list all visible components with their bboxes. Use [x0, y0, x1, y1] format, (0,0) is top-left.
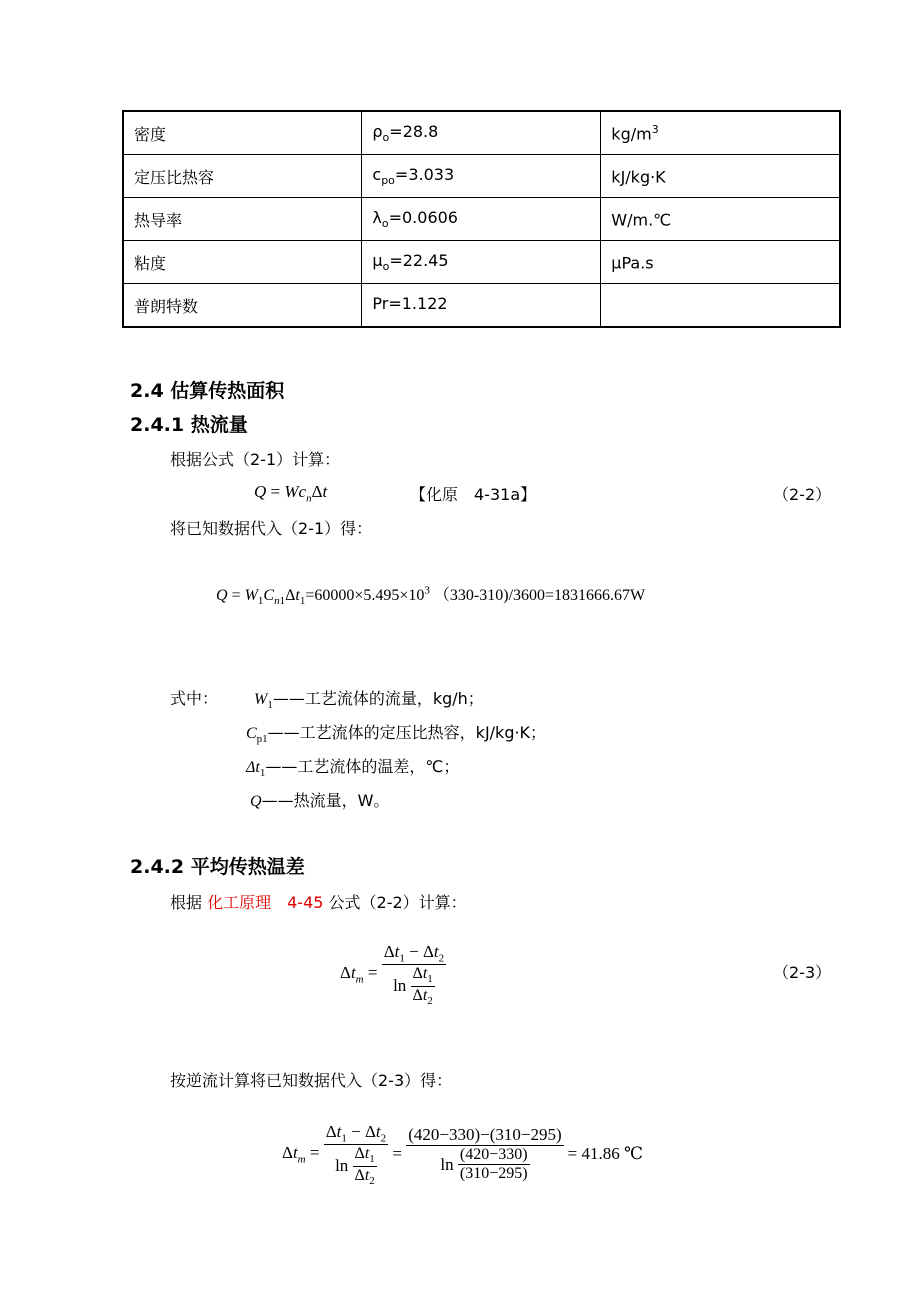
property-name: 普朗特数	[123, 284, 362, 328]
section-title-2-4: 2.4 估算传热面积	[130, 380, 285, 402]
legend-label: 式中：	[170, 689, 219, 708]
property-value: $\lambda_o=0.0606$	[362, 198, 601, 241]
legend-item: $\Delta t_1——$工艺流体的温差，℃；	[246, 757, 460, 780]
intro-text-2: 根据 化工原理 4-45 公式（2-2）计算：	[170, 893, 467, 912]
equation-number-2: （2-3）	[773, 963, 832, 982]
counterflow-text: 按逆流计算将已知数据代入（2-3）得：	[170, 1071, 453, 1090]
equation-number: （2-2）	[773, 485, 832, 504]
lmtd-formula: $\Delta t_m$ = $\Delta t_1 - \Delta t_2$ ln $\frac{\Delta t_1}{\Delta t_2}$	[340, 942, 445, 1007]
table-row	[123, 198, 840, 241]
legend-item: $W_1——$工艺流体的流量，kg/h；	[254, 689, 484, 712]
property-value: $c_{po}=3.033$	[362, 155, 601, 198]
table-row	[123, 155, 840, 198]
property-table	[122, 110, 841, 328]
table-row	[123, 284, 840, 328]
property-unit: $kg/m^3$	[601, 111, 840, 155]
legend-item: Q——热流量，W。	[250, 791, 390, 810]
table-row	[123, 111, 840, 155]
property-value: $\mu_o=22.45$	[362, 241, 601, 284]
section-title-2-4-1: 2.4.1 热流量	[130, 414, 248, 436]
property-unit: μPa.s	[601, 241, 840, 284]
intro-text: 根据公式（2-1）计算：	[170, 450, 341, 469]
property-name: 定压比热容	[123, 155, 362, 198]
property-unit: kJ/kg·K	[601, 155, 840, 198]
formula-ref: 【化原 4-31a】	[410, 485, 537, 504]
property-name: 热导率	[123, 198, 362, 241]
property-name: 粘度	[123, 241, 362, 284]
table-row	[123, 241, 840, 284]
heat-flow-formula: $Q = Wc_n\Delta t$	[254, 482, 328, 505]
lmtd-calculation: $\Delta t_m$ = $\Delta t_1 - \Delta t_2$ ln $\frac{\Delta t_1}{\Delta t_2}$ = (420−330)−(310−295) ln $\frac{(420-330)}{(310-295)}$ = 41.86 ℃	[282, 1122, 644, 1187]
section-title-2-4-2: 2.4.2 平均传热温差	[130, 856, 305, 878]
substitute-text: 将已知数据代入（2-1）得：	[170, 519, 373, 538]
property-value: $\rho_o=28.8$	[362, 111, 601, 155]
property-unit: W/m.℃	[601, 198, 840, 241]
property-name: 密度	[123, 111, 362, 155]
property-value: Pr=1.122	[362, 284, 601, 328]
property-unit	[601, 284, 840, 328]
legend-item: $C_{p1}——$工艺流体的定压比热容，kJ/kg·K；	[246, 723, 547, 746]
heat-flow-calculation: $Q = W_1C_{n1}\Delta t_1=60000\times 5.495\times 10^3$ （330-310)/3600=1831666.67W	[216, 584, 646, 608]
